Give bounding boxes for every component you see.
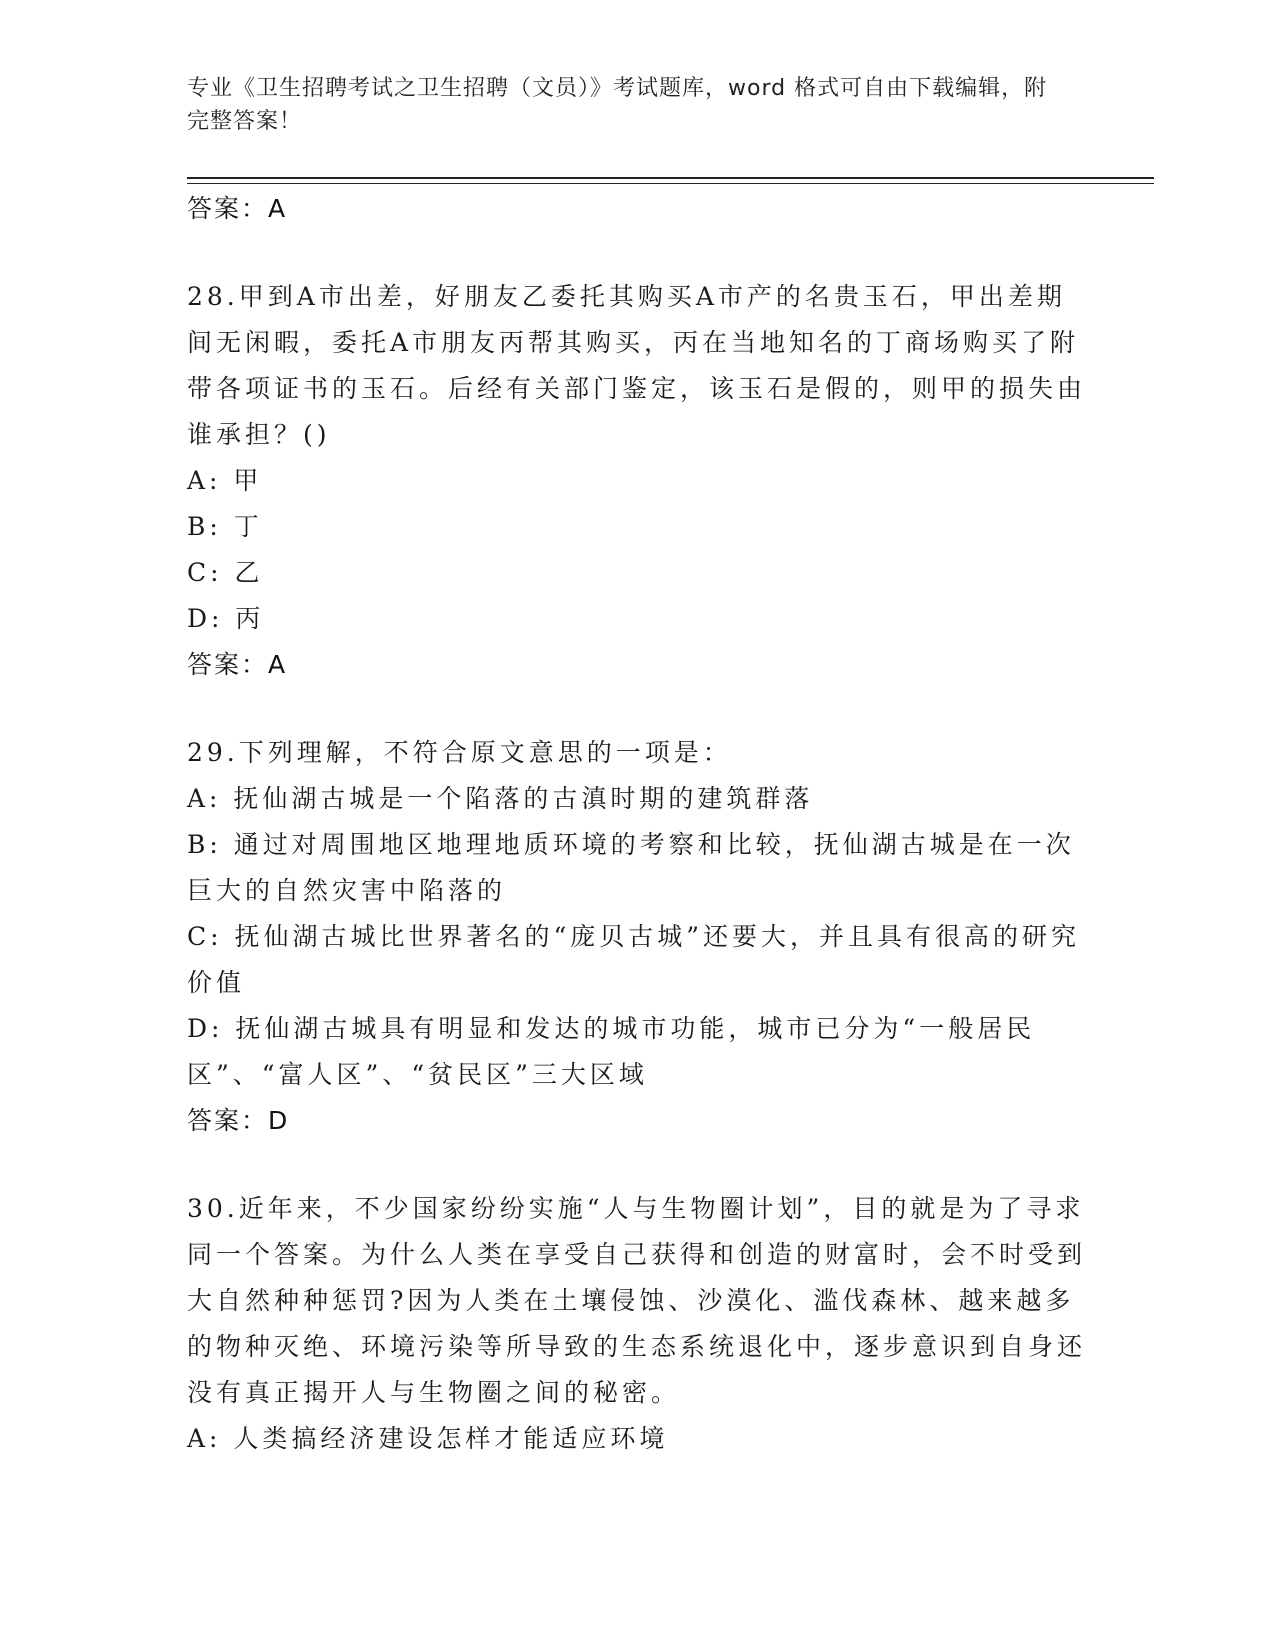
option-a: A: 人类搞经济建设怎样才能适应环境 — [187, 1424, 669, 1453]
question-stem: 30.近年来，不少国家纷纷实施“人与生物圈计划”，目的就是为了寻求同一个答案。为什么人类在享受自己获得和创造的财富时，会不时受到大自然种种惩罚?因为人类在土壤侵蚀、沙漠化、滥伐森林、越来越多的物种灭绝、环境污染等所导致的生态系统退化中，逐步意识到自身还没有真正揭开人与生物圈之间的秘密。 — [187, 1194, 1087, 1407]
option-c: C: 乙 — [187, 558, 264, 587]
header-rule-secondary — [187, 183, 1154, 184]
answer-line: 答案：A — [187, 650, 288, 679]
option-d: D: 抚仙湖古城具有明显和发达的城市功能，城市已分为“一般居民区”、“富人区”、“贫民区”三大区域 — [187, 1014, 1036, 1089]
question-29 — [187, 730, 1087, 1144]
spacer — [187, 1144, 1087, 1186]
question-30 — [187, 1186, 1087, 1462]
answer-line: 答案：A — [187, 194, 288, 223]
option-b: B: 通过对周围地区地理地质环境的考察和比较，抚仙湖古城是在一次巨大的自然灾害中陷落的 — [187, 830, 1075, 905]
question-stem: 28.甲到A市出差，好朋友乙委托其购买A市产的名贵玉石，甲出差期间无闲暇，委托A市朋友丙帮其购买，丙在当地知名的丁商场购买了附带各项证书的玉石。后经有关部门鉴定，该玉石是假的，则甲的损失由谁承担？() — [187, 282, 1087, 449]
page-header: 专业《卫生招聘考试之卫生招聘（文员）》考试题库，word 格式可自由下载编辑，附完整答案！ — [187, 76, 1048, 134]
spacer — [187, 688, 1087, 730]
header-rule — [187, 177, 1154, 179]
question-28 — [187, 274, 1087, 688]
option-b: B: 丁 — [187, 512, 263, 541]
option-c: C: 抚仙湖古城比世界著名的“庞贝古城”还要大，并且具有很高的研究价值 — [187, 922, 1081, 997]
spacer — [187, 232, 1087, 274]
document-body — [187, 186, 1087, 1462]
option-d: D: 丙 — [187, 604, 265, 633]
option-a: A: 抚仙湖古城是一个陷落的古滇时期的建筑群落 — [187, 784, 814, 813]
option-a: A: 甲 — [187, 466, 263, 495]
answer-line: 答案：D — [187, 1106, 290, 1135]
question-stem: 29.下列理解，不符合原文意思的一项是： — [187, 738, 732, 767]
